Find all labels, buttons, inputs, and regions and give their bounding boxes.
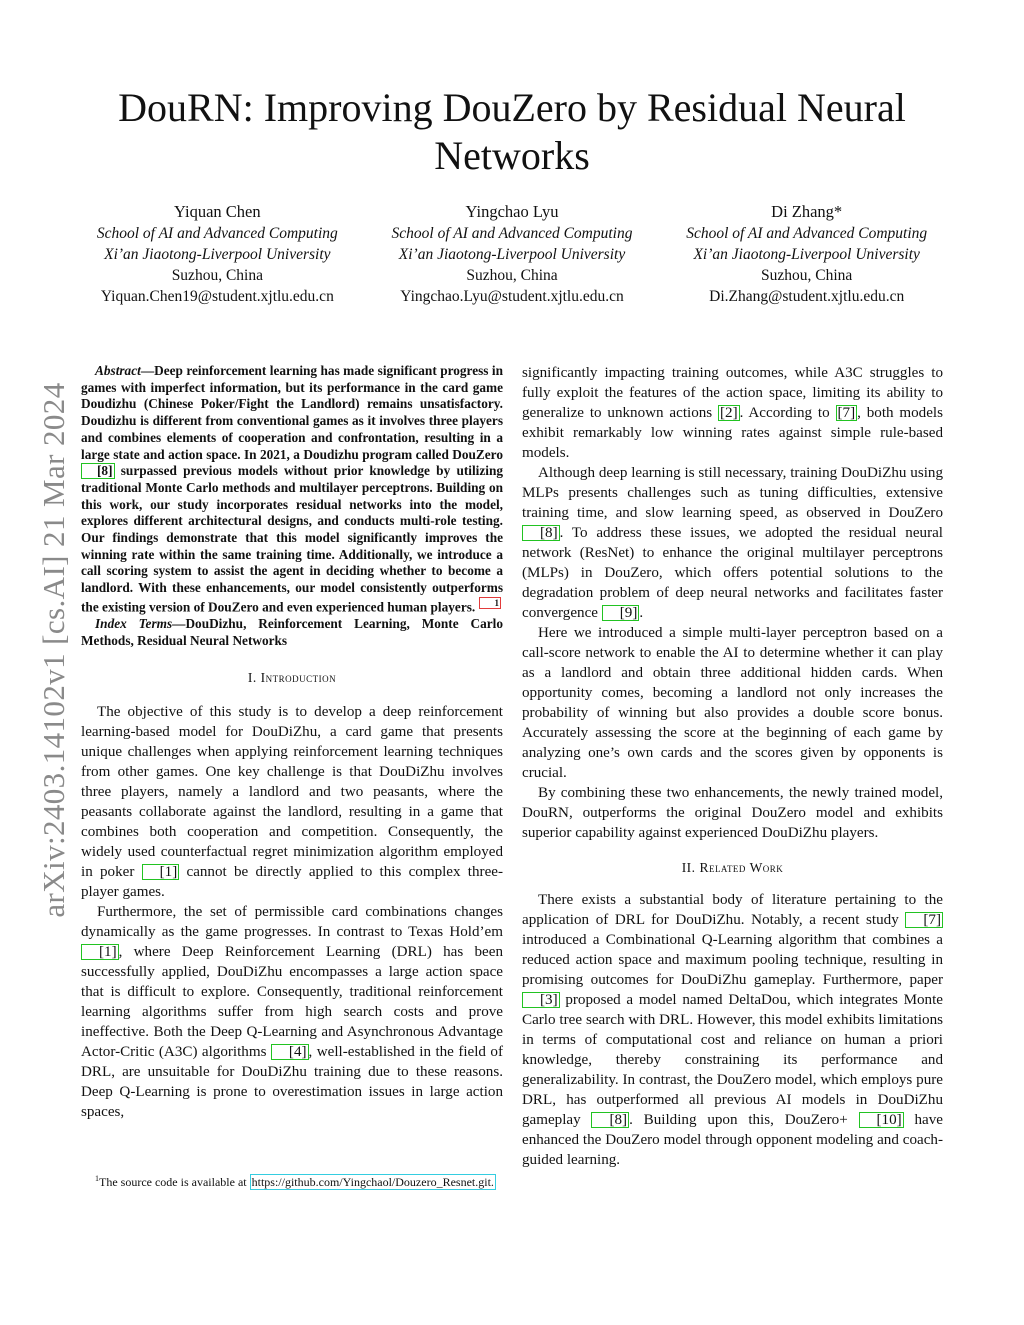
citation-link[interactable]: [10] — [859, 1112, 904, 1128]
index-terms — [81, 616, 503, 649]
author-email: Yiquan.Chen19@student.xjtlu.edu.cn — [100, 288, 334, 305]
author-name: Di Zhang* — [771, 202, 843, 221]
paragraph-text: . According to — [739, 405, 836, 421]
author-department: School of AI and Advanced Computing — [391, 225, 633, 242]
arxiv-stamp: arXiv:2403.14102v1 [cs.AI] 21 Mar 2024 — [36, 382, 71, 918]
footnote — [81, 1171, 503, 1190]
section-title: Related Work — [699, 860, 784, 875]
author-email: Di.Zhang@student.xjtlu.edu.cn — [709, 288, 905, 305]
paragraph: Here we introduced a simple multi-layer perceptron based on a call-score network to enable the AI to determine whether it can play as a landlord and obtain three additional hidden cards. When opportunity comes, becoming a landlord not only increases the probability of winning but also provides a double score bonus. Accurately assessing the score at the beginning of each game by analyzing one’s own cards and the scores given by opponents is crucial. — [522, 625, 943, 781]
paragraph-text: Furthermore, the set of permissible card combinations changes dynamically as the game progresses. In contrast to Texas Hold’em — [81, 904, 503, 941]
author-name: Yingchao Lyu — [465, 202, 559, 221]
paragraph — [522, 890, 943, 1170]
index-terms-text: —DouDizhu, Reinforcement Learning, Monte Carlo Methods, Residual Neural Networks — [81, 615, 504, 648]
paragraph-text: . — [639, 605, 644, 621]
section-heading-introduction — [81, 668, 503, 688]
paragraph-text: There exists a substantial body of literature pertaining to the application of DRL for DouDiZhu. Notably, a recent study — [522, 892, 943, 928]
left-column — [81, 363, 503, 1122]
paragraph-text: The objective of this study is to develop a deep reinforcement learning-based model for DouDiZhu, a card game that presents unique challenges when applying reinforcement learning techniques from other games. One key challenge is that DouDiZhu involves three players, namely a landlord and two peasants, where the peasants collaborate against the landlord, resulting in a game that combines both cooperation and competition. Consequently, the widely used counterfactual regret minimization algorithm employed in poker — [81, 704, 503, 881]
paragraph-text: . Building upon this, DouZero+ — [629, 1112, 859, 1128]
author-department: School of AI and Advanced Computing — [686, 225, 928, 242]
paragraph-text: proposed a model named DeltaDou, which integrates Monte Carlo tree search with DRL. However, this model exhibits limitations in terms of computational cost and reliance on human a priori knowledge, thereby constraining its performance and generalizability. In contrast, the DouZero model, which employs pure DRL, has outperformed all previous AI models in DouDiZhu gameplay — [522, 992, 943, 1128]
author-name: Yiquan Chen — [174, 202, 261, 221]
abstract — [81, 363, 503, 616]
author-2 — [365, 201, 660, 307]
paragraph-text: have enhanced the DouZero model through opponent modeling and coach-guided learning. — [522, 1112, 943, 1168]
author-city: Suzhou, China — [761, 267, 853, 284]
section-number: II. — [681, 860, 696, 875]
paragraph: By combining these two enhancements, the newly trained model, DouRN, outperforms the original DouZero model and exhibits superior capability against experienced DouDiZhu players. — [522, 785, 943, 841]
author-3 — [659, 201, 954, 307]
paragraph-text: significantly impacting training outcomes, while A3C struggles to fully exploit the features of the action space, limiting its ability to generalize to unknown actions — [522, 365, 943, 421]
paragraph-text: , both models exhibit remarkably low winning rates against simple rule-based models. — [522, 405, 943, 461]
citation-link[interactable]: [7] — [837, 405, 856, 421]
footnote-link[interactable]: 1 — [479, 597, 502, 609]
section-number: I. — [247, 670, 257, 686]
index-terms-lead: Index Terms — [95, 615, 173, 631]
paragraph — [81, 902, 503, 1122]
paper-title: DouRN: Improving DouZero by Residual Neural Networks — [118, 85, 906, 178]
citation-link[interactable]: [2] — [720, 405, 738, 421]
abstract-lead: Abstract — [95, 363, 141, 378]
paragraph — [522, 363, 943, 463]
abstract-text: —Deep reinforcement learning has made significant progress in games with imperfect information, but its performance in the card game Doudizhu (Chinese Poker/Fight the Landlord) remains unsatisfactory. Doudizhu is different from conventional games as it involves three players and combines elements of cooperation and confrontation, resulting in a large state and action space. In 2021, a Doudizhu program called DouZero — [81, 363, 503, 462]
paragraph-text: introduced a Combinational Q-Learning algorithm that combines a reduced action space and maximum pooling technique, resulting in promising outcomes for DouDiZhu gameplay. Furthermore, paper — [522, 932, 943, 988]
citation-link[interactable]: [1] — [142, 864, 180, 880]
paragraph-text: Although deep learning is still necessary, training DouDiZhu using MLPs presents challenges such as tuning difficulties, extensive training time, and slow learning speed, as observed in DouZero — [522, 465, 943, 521]
author-university: Xi’an Jiaotong-Liverpool University — [398, 246, 626, 263]
author-department: School of AI and Advanced Computing — [96, 225, 338, 242]
footnote-mark: 1 — [95, 1174, 99, 1183]
paragraph-text: , well-established in the field of DRL, are unsuitable for DouDiZhu training due to these reasons. Deep Q-Learning is prone to overestimation issues in large action spaces, — [81, 1044, 503, 1121]
author-block — [70, 201, 954, 307]
abstract-text: surpassed previous models without prior knowledge by utilizing traditional Monte Carlo methods and multilayer perceptrons. Building on this work, our study incorporates residual networks into the model, explores different architectural designs, and conducts multi-role testing. Our findings demonstrate that this model significantly improves the winning rate within the same training time. Additionally, we introduce a call scoring system to assist the agent in deciding whether to become a landlord. With these enhancements, our model consistently outperforms the existing version of DouZero and even experienced human players. — [81, 463, 503, 615]
paragraph-text: . To address these issues, we adopted the residual neural network (ResNet) to enhance the original multilayer perceptrons (MLPs) in DouZero, which offers potential solutions to the degradation problem of deep neural networks and facilitates faster convergence — [522, 525, 943, 621]
citation-link[interactable]: [8] — [591, 1112, 629, 1128]
citation-link[interactable]: [8] — [81, 463, 115, 479]
citation-link[interactable]: [1] — [81, 944, 119, 960]
citation-link[interactable]: [7] — [905, 912, 943, 928]
citation-link[interactable]: [4] — [271, 1044, 309, 1060]
author-city: Suzhou, China — [171, 267, 263, 284]
author-university: Xi’an Jiaotong-Liverpool University — [104, 246, 331, 263]
source-code-link[interactable]: https://github.com/Yingchaol/Douzero_Resnet.git. — [251, 1175, 494, 1189]
author-email: Yingchao.Lyu@student.xjtlu.edu.cn — [400, 288, 624, 305]
paragraph-text: cannot be directly applied to this complex three-player games. — [81, 864, 504, 901]
paragraph — [522, 463, 943, 623]
paragraph — [81, 702, 503, 902]
author-university: Xi’an Jiaotong-Liverpool University — [693, 246, 920, 263]
citation-link[interactable]: [3] — [522, 992, 560, 1008]
citation-link[interactable]: [9] — [602, 605, 640, 621]
section-title: Introduction — [260, 670, 337, 686]
section-heading-related-work — [522, 858, 943, 878]
footnote-text: The source code is available at — [99, 1175, 250, 1189]
citation-link[interactable]: [8] — [522, 525, 560, 541]
author-1 — [70, 201, 365, 307]
paragraph-text: , where Deep Reinforcement Learning (DRL) has been successfully applied, DouDiZhu encompasses a large action space that is difficult to explore. Consequently, traditional reinforcement learning algorithms suffer from high search costs and prove ineffective. Both the Deep Q-Learning and Asynchronous Advantage Actor-Critic (A3C) algorithms — [81, 944, 503, 1061]
author-city: Suzhou, China — [466, 267, 558, 284]
right-column — [522, 363, 943, 1170]
